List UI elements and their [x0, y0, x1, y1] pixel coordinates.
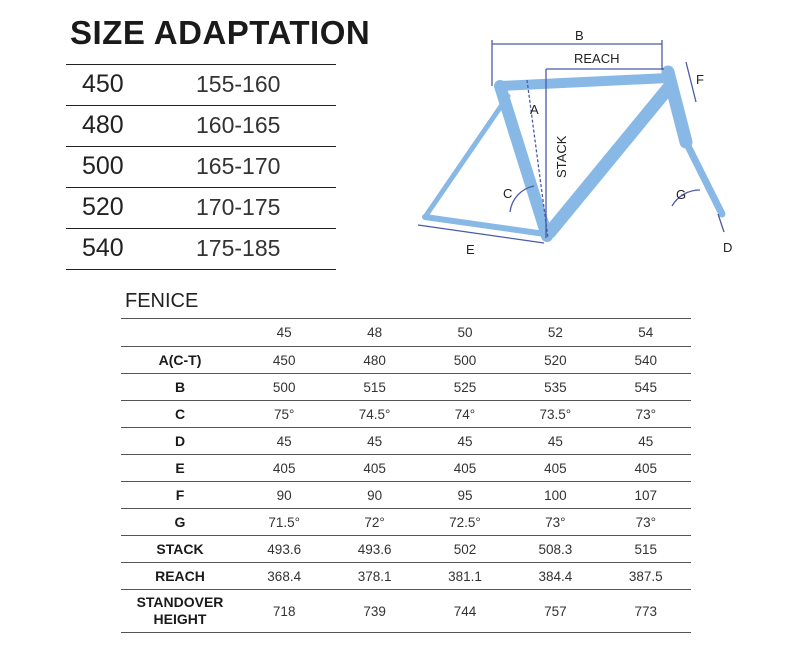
row-label: REACH: [121, 563, 239, 590]
table-cell: 72.5°: [420, 509, 510, 536]
label-reach: REACH: [574, 51, 620, 66]
label-g: G: [676, 187, 687, 202]
label-e: E: [466, 242, 475, 257]
table-cell: 73°: [601, 401, 691, 428]
frame-size: 500: [82, 152, 124, 180]
rider-height: 155-160: [196, 71, 281, 97]
table-cell: 73°: [601, 509, 691, 536]
table-cell: 405: [510, 455, 600, 482]
head-tube: [668, 72, 686, 142]
frame-size: 540: [82, 234, 124, 262]
page-title: SIZE ADAPTATION: [70, 14, 371, 51]
table-cell: 368.4: [239, 563, 329, 590]
column-header: 48: [329, 319, 419, 347]
chain-stay: [425, 217, 545, 234]
frame-size: 520: [82, 193, 124, 221]
frame-size: 450: [82, 70, 124, 98]
table-cell: 515: [329, 374, 419, 401]
row-label: STANDOVER HEIGHT: [121, 590, 239, 633]
seat-tube: [500, 86, 547, 236]
table-cell: 100: [510, 482, 600, 509]
table-cell: 493.6: [239, 536, 329, 563]
rider-height: 175-185: [196, 235, 281, 261]
table-cell: 525: [420, 374, 510, 401]
column-header: 45: [239, 319, 329, 347]
row-label: B: [121, 374, 239, 401]
table-cell: 405: [601, 455, 691, 482]
table-header-row: [121, 319, 691, 347]
rider-height: 170-175: [196, 194, 281, 220]
row-label: C: [121, 401, 239, 428]
table-row: [121, 590, 691, 633]
table-cell: 535: [510, 374, 600, 401]
row-label: F: [121, 482, 239, 509]
table-cell: 384.4: [510, 563, 600, 590]
size-row: [66, 64, 336, 105]
table-cell: 107: [601, 482, 691, 509]
table-row: [121, 428, 691, 455]
table-cell: 500: [239, 374, 329, 401]
table-cell: 493.6: [329, 536, 419, 563]
table-cell: 381.1: [420, 563, 510, 590]
table-cell: 773: [601, 590, 691, 633]
column-header: 52: [510, 319, 600, 347]
geometry-table: [121, 318, 691, 633]
table-row: [121, 401, 691, 428]
table-cell: 515: [601, 536, 691, 563]
table-cell: 72°: [329, 509, 419, 536]
table-cell: 95: [420, 482, 510, 509]
table-cell: 405: [329, 455, 419, 482]
column-header: 54: [601, 319, 691, 347]
table-cell: 71.5°: [239, 509, 329, 536]
table-cell: 90: [329, 482, 419, 509]
table-cell: 405: [420, 455, 510, 482]
table-cell: 739: [329, 590, 419, 633]
label-c: C: [503, 186, 513, 201]
table-cell: 45: [329, 428, 419, 455]
label-f: F: [696, 72, 704, 87]
seat-stay: [425, 96, 508, 217]
size-row: [66, 187, 336, 228]
size-row: [66, 146, 336, 187]
table-cell: 45: [239, 428, 329, 455]
table-row: [121, 374, 691, 401]
table-cell: 545: [601, 374, 691, 401]
rider-height: 160-165: [196, 112, 281, 138]
row-label: G: [121, 509, 239, 536]
size-row: [66, 228, 336, 270]
frame-size: 480: [82, 111, 124, 139]
table-cell: 74.5°: [329, 401, 419, 428]
column-header: 50: [420, 319, 510, 347]
table-cell: 500: [420, 347, 510, 374]
table-cell: 405: [239, 455, 329, 482]
table-row: [121, 509, 691, 536]
row-label: A(C-T): [121, 347, 239, 374]
rider-height: 165-170: [196, 153, 281, 179]
table-row: [121, 482, 691, 509]
top-tube: [500, 78, 668, 86]
table-cell: 378.1: [329, 563, 419, 590]
table-cell: 90: [239, 482, 329, 509]
table-cell: 75°: [239, 401, 329, 428]
table-cell: 508.3: [510, 536, 600, 563]
table-cell: 744: [420, 590, 510, 633]
size-adaptation-table: [66, 64, 336, 270]
table-cell: 480: [329, 347, 419, 374]
label-stack: STACK: [554, 135, 569, 178]
bike-frame: [425, 72, 722, 236]
fork: [684, 138, 722, 214]
table-cell: 450: [239, 347, 329, 374]
header-blank: [121, 319, 239, 347]
table-row: [121, 347, 691, 374]
label-b: B: [575, 28, 584, 43]
table-cell: 540: [601, 347, 691, 374]
table-cell: 73.5°: [510, 401, 600, 428]
table-cell: 45: [510, 428, 600, 455]
size-row: [66, 105, 336, 146]
table-cell: 74°: [420, 401, 510, 428]
table-cell: 502: [420, 536, 510, 563]
table-cell: 718: [239, 590, 329, 633]
label-d: D: [723, 240, 733, 255]
table-cell: 73°: [510, 509, 600, 536]
label-a: A: [530, 102, 539, 117]
table-row: [121, 536, 691, 563]
row-label: E: [121, 455, 239, 482]
row-label: D: [121, 428, 239, 455]
table-cell: 757: [510, 590, 600, 633]
frame-geometry-diagram: [410, 24, 750, 260]
table-cell: 45: [601, 428, 691, 455]
model-name: FENICE: [125, 290, 199, 312]
table-cell: 45: [420, 428, 510, 455]
table-row: [121, 563, 691, 590]
table-row: [121, 455, 691, 482]
row-label: STACK: [121, 536, 239, 563]
table-cell: 387.5: [601, 563, 691, 590]
table-cell: 520: [510, 347, 600, 374]
